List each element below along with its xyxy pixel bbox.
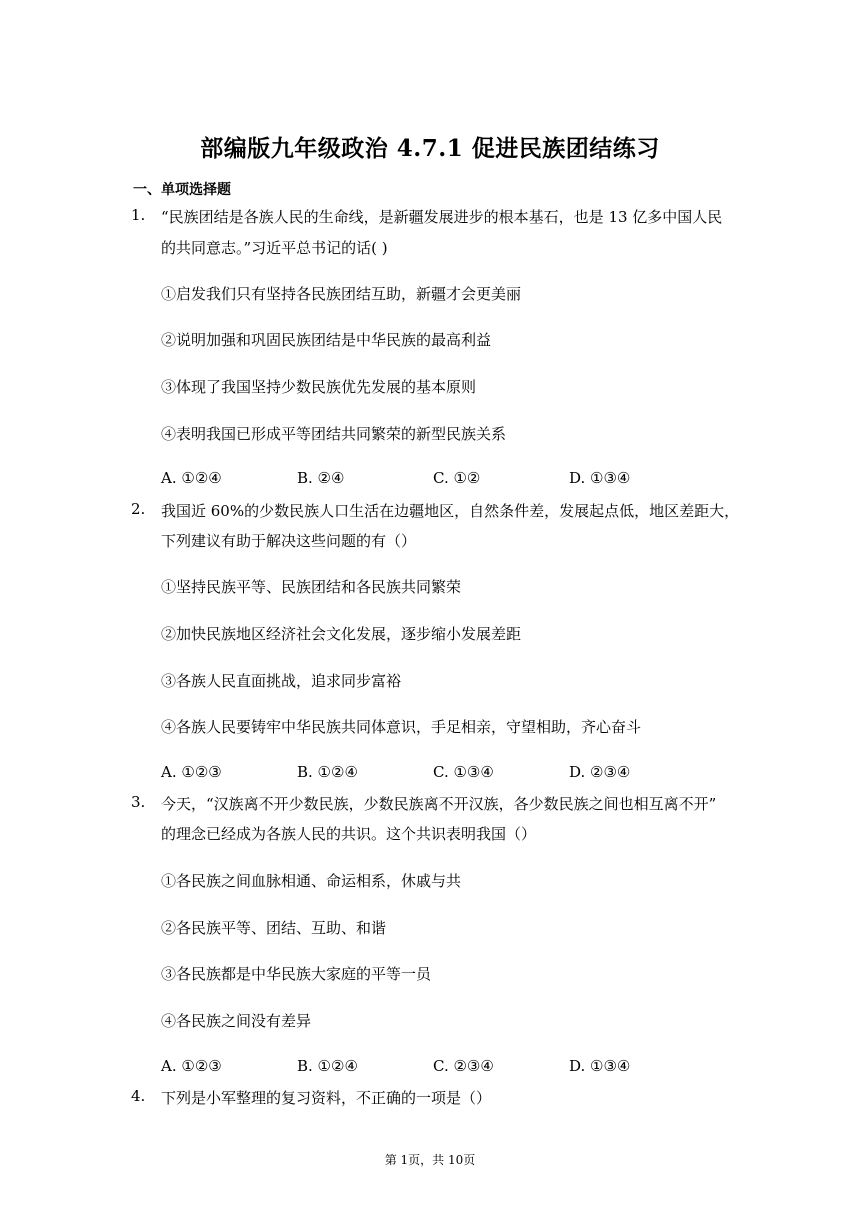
- statement-item: ②加快民族地区经济社会文化发展，逐步缩小发展差距: [161, 625, 522, 643]
- answer-option-a: A. ①②④: [161, 469, 222, 487]
- answer-option-d: D. ②③④: [569, 763, 631, 781]
- statement-item: ③各民族都是中华民族大家庭的平等一员: [161, 965, 432, 983]
- statement-item: ④各民族之间没有差异: [161, 1012, 312, 1030]
- section-heading: 一、单项选择题: [133, 182, 231, 198]
- answer-option-d: D. ①③④: [569, 1057, 631, 1075]
- question-stem-line: 的共同意志。”习近平总书记的话( ): [161, 239, 388, 257]
- answer-option-c: C. ①②: [433, 469, 481, 487]
- statement-item: ③体现了我国坚持少数民族优先发展的基本原则: [161, 378, 477, 396]
- statement-item: ④各族人民要铸牢中华民族共同体意识，手足相亲，守望相助，齐心奋斗: [161, 718, 642, 736]
- answer-option-d: D. ①③④: [569, 469, 631, 487]
- statement-item: ②各民族平等、团结、互助、和谐: [161, 919, 387, 937]
- question-number: 1.: [131, 206, 146, 224]
- answer-option-a: A. ①②③: [161, 1057, 222, 1075]
- answer-option-b: B. ①②④: [297, 763, 358, 781]
- page-title: 部编版九年级政治 4.7.1 促进民族团结练习: [200, 135, 660, 162]
- answer-option-b: B. ②④: [297, 469, 345, 487]
- answer-option-c: C. ①③④: [433, 763, 494, 781]
- question-stem-line: 我国近 60%的少数民族人口生活在边疆地区，自然条件差，发展起点低，地区差距大，: [161, 502, 740, 520]
- page-footer: 第 1页，共 10页: [384, 1153, 476, 1167]
- question-stem-line: 的理念已经成为各族人民的共识。这个共识表明我国（）: [161, 825, 537, 843]
- answer-option-a: A. ①②③: [161, 763, 222, 781]
- statement-item: ④表明我国已形成平等团结共同繁荣的新型民族关系: [161, 425, 507, 443]
- question-stem-line: “民族团结是各族人民的生命线，是新疆发展进步的根本基石，也是 13 亿多中国人民: [161, 208, 723, 226]
- statement-item: ①启发我们只有坚持各民族团结互助，新疆才会更美丽: [161, 285, 522, 303]
- statement-item: ③各族人民直面挑战，追求同步富裕: [161, 672, 402, 690]
- statement-item: ②说明加强和巩固民族团结是中华民族的最高利益: [161, 331, 492, 349]
- question-stem-line: 今天，“汉族离不开少数民族，少数民族离不开汉族，各少数民族之间也相互离不开”: [161, 795, 717, 813]
- question-number: 4.: [131, 1087, 146, 1105]
- answer-option-c: C. ②③④: [433, 1057, 494, 1075]
- question-number: 3.: [131, 793, 146, 811]
- question-stem-line: 下列是小军整理的复习资料，不正确的一项是（）: [161, 1089, 492, 1107]
- question-stem-line: 下列建议有助于解决这些问题的有（）: [161, 532, 417, 550]
- answer-option-b: B. ①②④: [297, 1057, 358, 1075]
- question-number: 2.: [131, 500, 146, 518]
- statement-item: ①各民族之间血脉相通、命运相系，休戚与共: [161, 872, 462, 890]
- statement-item: ①坚持民族平等、民族团结和各民族共同繁荣: [161, 578, 462, 596]
